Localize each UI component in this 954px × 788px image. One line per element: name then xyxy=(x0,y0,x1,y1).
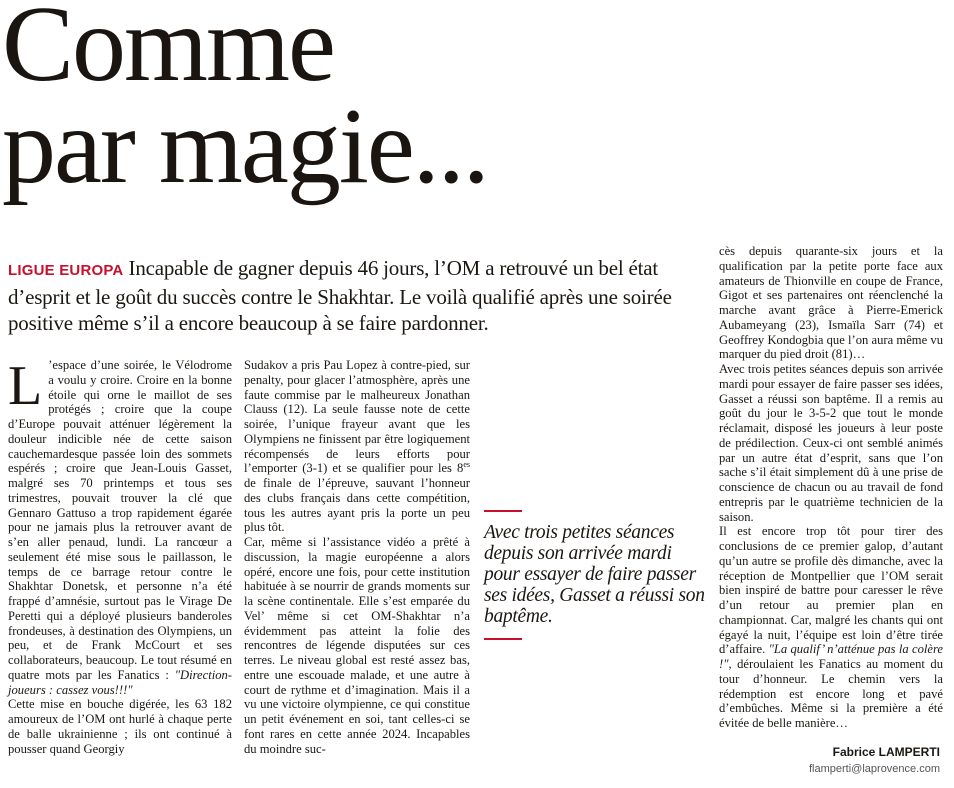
paragraph xyxy=(244,358,470,535)
paragraph xyxy=(719,524,943,731)
paragraph: Cette mise en bouche digérée, les 63 182 amoureux de l’OM ont hurlé à chaque perte de balle ukrainienne ; ils ont continué à pousser quand Georgiy xyxy=(8,697,232,756)
paragraph-text: Il est encore trop tôt pour tirer des conclusions de ce premier galop, d’autant qu’un autre se profile dès dimanche, avec la réception de Montpellier que l’OM serait bien inspiré de battre pour caresser le rêve d’un retour au premier plan en championnat. Car, malgré les chants qui ont égayé la nuit, l’équipe est loin d’être tirée d’affaire. xyxy=(719,524,943,657)
pull-quote-rule-bottom xyxy=(484,638,522,640)
author-email: flamperti@laprovence.com xyxy=(809,763,940,775)
article-column-3 xyxy=(719,244,943,731)
article-column-2 xyxy=(244,358,470,756)
paragraph-text: ’espace d’une soirée, le Vélodrome a voulu y croire. Croire en la bonne étoile qui orne le maillot de ses protégés ; croire que la coupe d’Europe pouvait atténuer légèrement la douleur indicible née de cette saison cauchemardesque passée loin des sommets espérés ; croire que Jean-Louis Gasset, malgré ses 70 printemps et tous ses trimestres, pouvait trouver la clé que Gennaro Gattuso a trop rapidement égarée pour ne jamais plus la retrouver avant de s’en aller penaud, lundi. La rancœur a seulement été mise sous le paillasson, le temps de ce barrage retour contre le Shakhtar Donetsk, et personne n’a été frappé d’amnésie, surtout pas le Virage De Peretti qui a déployé plusieurs banderoles frondeuses, à destination des Olympiens, un peu, et de Frank McCourt et ses collaborateurs, beaucoup. Le tout résumé en quatre mots par les Fanatics : xyxy=(8,358,232,682)
author-byline: Fabrice LAMPERTI xyxy=(832,745,940,759)
paragraph-text: , déroulaient les Fanatics au moment du tour d’honneur. Le chemin vers la rédemption est encore long et pavé d’embûches. Même si la première a été évitée de belle manière… xyxy=(719,657,943,730)
superscript: es xyxy=(463,460,470,470)
paragraph: cès depuis quarante-six jours et la qualification par la petite porte face aux amateurs de Thionville en coupe de France, Gigot et ses partenaires ont réenclenché la marche avant grâce à Pierre-Emerick Aubameyang (23), Ismaïla Sarr (74) et Geoffrey Kondogbia que l’on aura même vu marquer du pied droit (81)… xyxy=(719,244,943,362)
drop-cap: L xyxy=(8,355,43,417)
headline-line-2: par magie... xyxy=(2,87,488,206)
paragraph xyxy=(8,355,232,697)
headline-line-1: Comme xyxy=(2,0,334,104)
paragraph: Avec trois petites séances depuis son arrivée mardi pour essayer de faire passer ses idées, Gasset a réussi son baptême. Il a remis au goût du jour le 3-5-2 que tout le monde réclamait, disposé les joueurs à leur poste de prédilection. Ceux-ci ont semblé animés par un autre état d’esprit, sans que l’on sache s’il était simplement dû à une prise de conscience de chacun ou au travail de fond entrepris par le quatrième technicien de la saison. xyxy=(719,362,943,524)
standfirst-text: Incapable de gagner depuis 46 jours, l’OM a retrouvé un bel état d’esprit et le goût du succès contre le Shakhtar. Le voilà qualifié après une soirée positive même s’il a encore beaucoup à se faire pardonner. xyxy=(8,256,672,335)
headline xyxy=(2,0,702,206)
fans-banner-quote: "Direction-joueurs : cassez vous!!!" xyxy=(8,667,232,697)
paragraph-text: Sudakov a pris Pau Lopez à contre-pied, sur penalty, pour glacer l’atmosphère, après une faute commise par le malheureux Jonathan Clauss (12). La seule fausse note de cette soirée, l’unique frayeur avant que les Olympiens ne finissent par être logiquement récompensés de leurs efforts pour l’emporter (3-1) et se qualifier pour les 8 xyxy=(244,358,470,476)
rubric-label: LIGUE EUROPA xyxy=(8,262,124,279)
fans-banner-quote: "La qualif’ n’atténue pas la colère !" xyxy=(719,642,943,671)
article-column-1 xyxy=(8,355,232,756)
pull-quote: Avec trois petites séances depuis son arrivée mardi pour essayer de faire passer ses idées, Gasset a réussi son baptême. xyxy=(484,522,705,627)
standfirst xyxy=(8,255,696,336)
paragraph: Car, même si l’assistance vidéo a prêté à discussion, la magie européenne a alors opéré, encore une fois, pour cette institution habituée à se nourrir de grands moments sur la scène continentale. Elle s’est emparée du Vel’ même si cet OM-Shakhtar n’a évidemment pas atteint la folie des rencontres de légende disputées sur ces terres. Le niveau global est resté assez bas, entre une escouade malade, et une autre à court de rythme et d’imagination. Mais il a vu une victoire olympienne, ce qui constitue un petit événement en soi, tant celles-ci se font rares en cette année 2024. Incapables du moindre suc- xyxy=(244,535,470,756)
paragraph-text: de finale de l’épreuve, sauvant l’honneur des clubs français dans cette compétition, tous les autres ayant pris la porte un peu plus tôt. xyxy=(244,476,470,535)
pull-quote-rule-top xyxy=(484,510,522,512)
